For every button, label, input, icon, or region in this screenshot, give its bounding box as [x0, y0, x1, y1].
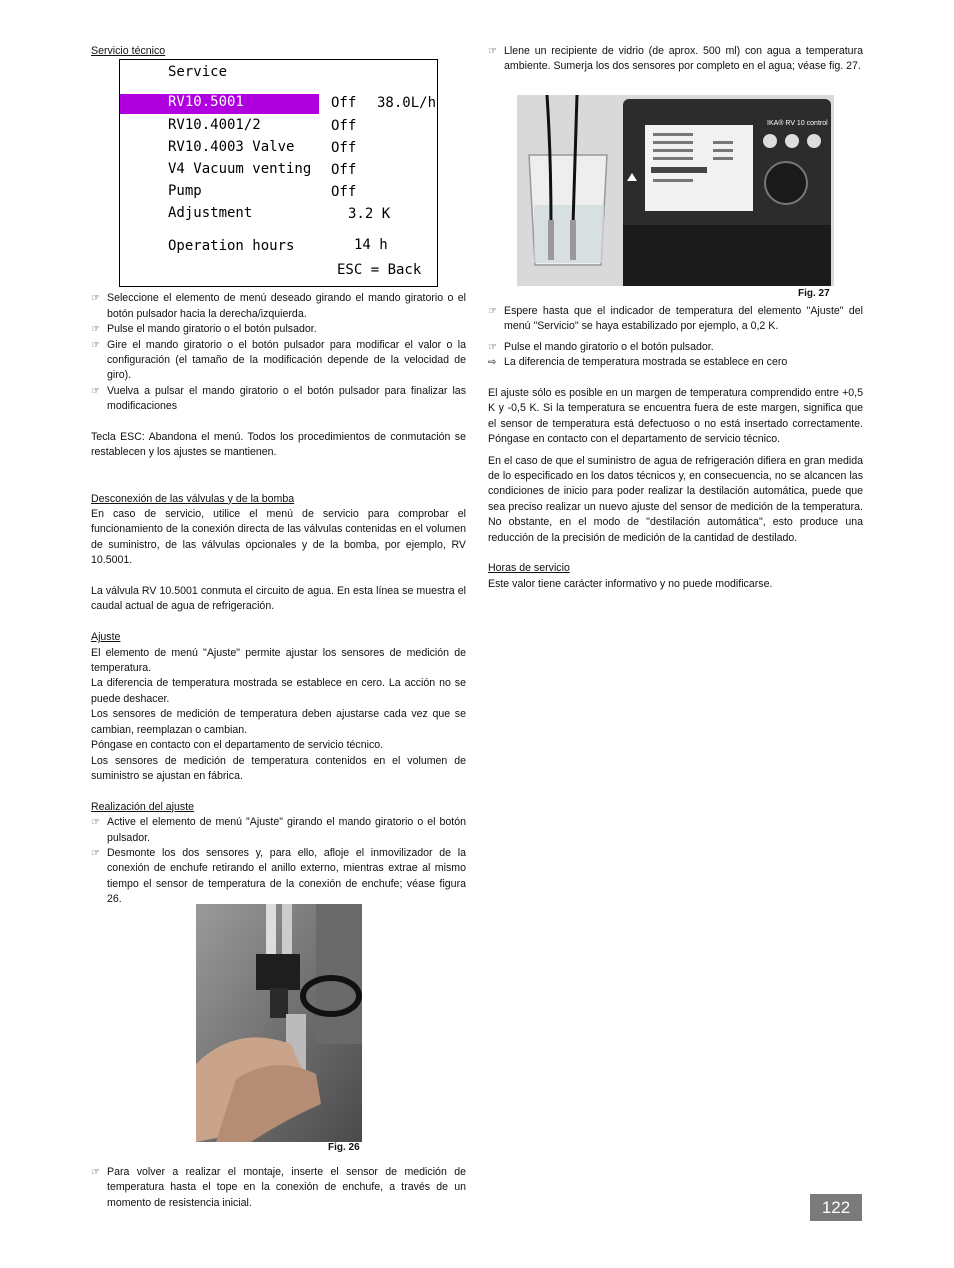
adjust-line: La diferencia de temperatura mostrada se establece en cero. La acción no se puede deshacer. [91, 677, 466, 705]
menu-value-rv104003-valve: Off [331, 140, 357, 157]
pointing-hand-icon: ☞ [91, 1167, 100, 1178]
screen-title: Service [168, 64, 228, 81]
adjust-line: Los sensores de medición de temperatura deben ajustarse cada vez que se cambian, reemplazan o cambian. [91, 708, 466, 736]
pointing-hand-icon: ☞ [91, 817, 100, 829]
hours-paragraph: Este valor tiene carácter informativo y no puede modificarse. [488, 577, 773, 590]
page-number: 122 [810, 1194, 862, 1221]
right-column-lower [488, 304, 863, 592]
pointing-hand-icon: ☞ [91, 324, 100, 336]
esc-paragraph: Tecla ESC: Abandona el menú. Todos los procedimientos de conmutación se restablecen y los ajustes se mantienen. [91, 431, 466, 459]
fig27-photo [517, 95, 834, 286]
cooling-paragraph: En el caso de que el suministro de agua de refrigeración difiera en gran medida de lo especificado en los datos técnicos y, en consecuencia, no se alcancen las condiciones de inicio para poder realizar la destilación automática, puede que sea preciso realizar un nuevo ajuste del sensor de medición de la temperatura. No obstante, en el modo de "destilación automática", esto produce una reducción de la precisión de medición de la cantidad de destilado. [488, 454, 863, 544]
list-item: ☞ Desmonte los dos sensores y, para ello, afloje el inmovilizador de la conexión de enchufe retirando el anillo externo, mientras extrae al mismo tiempo el sensor de temperatura de la conexión de enchufe; véase figura 26. [91, 846, 466, 908]
menu-value-rv105001: Off [331, 95, 357, 112]
esc-hint: ESC = Back [337, 262, 422, 279]
left-column [91, 44, 466, 908]
list-item: ☞ Para volver a realizar el montaje, inserte el sensor de medición de temperatura hasta el tope en la conexión de enchufe, a través de un momento de resistencia inicial. [91, 1165, 466, 1211]
heading-procedure: Realización del ajuste [91, 800, 195, 813]
range-paragraph: El ajuste sólo es posible en un margen de temperatura comprendido entre +0,5 K y -0,5 K. Si la temperatura se encuentra fuera de este margen, significa que el sensor de temperatura está defectuoso o no está insertado correctamente. Póngase en contacto con el departamento de servicio técnico. [488, 387, 863, 446]
pointing-hand-icon: ☞ [488, 46, 497, 57]
right-column [488, 44, 863, 75]
pointing-hand-icon: ☞ [91, 293, 100, 305]
menu-value-rv1040012: Off [331, 118, 357, 135]
menu-value-adjustment: 3.2 K [348, 206, 391, 223]
heading-adjust: Ajuste [91, 631, 121, 644]
adjust-line: Póngase en contacto con el departamento de servicio técnico. [91, 739, 384, 752]
pointing-hand-icon: ☞ [91, 339, 100, 351]
menu-value-pump: Off [331, 184, 357, 201]
list-item: ☞ Gire el mando giratorio o el botón pulsador para modificar el valor o la configuración (el tamaño de la modificación depende de la velocidad de giro). [91, 338, 466, 384]
list-item: ☞ Vuelva a pulsar el mando giratorio o el botón pulsador para finalizar las modificaciones [91, 384, 466, 415]
menu-item-operation-hours[interactable]: Operation hours [168, 238, 295, 255]
valve-paragraph: La válvula RV 10.5001 conmuta el circuito de agua. En esta línea se muestra el caudal actual de agua de refrigeración. [91, 585, 466, 613]
menu-item-adjustment[interactable]: Adjustment [168, 205, 253, 222]
list-item: ☞ Espere hasta que el indicador de temperatura del elemento "Ajuste" del menú "Servicio" se haya estabilizado por ejemplo, a 0,2 K. [488, 304, 863, 335]
menu-item-rv1040012[interactable]: RV10.4001/2 [168, 117, 261, 134]
result-item: ⇨ La diferencia de temperatura mostrada se establece en cero [488, 355, 863, 370]
adjust-line: Los sensores de medición de temperatura contenidos en el volumen de suministro se ajustan en fábrica. [91, 754, 466, 782]
arrow-right-icon: ⇨ [488, 357, 497, 369]
list-item: ☞ Active el elemento de menú "Ajuste" girando el mando giratorio o el botón pulsador. [91, 815, 466, 846]
list-item: ☞ Pulse el mando giratorio o el botón pulsador. [488, 340, 863, 355]
menu-item-rv105001[interactable]: RV10.5001 [168, 94, 244, 111]
pointing-hand-icon: ☞ [488, 306, 497, 317]
menu-value-operation-hours: 14 h [354, 237, 388, 254]
disconnect-paragraph: En caso de servicio, utilice el menú de servicio para comprobar el funcionamiento de la conexión directa de las válvulas contenidas en el volumen de suministro, de las válvulas opcionales y de la bomba, por ejemplo, RV 10.5001. [91, 508, 466, 567]
menu-item-vacuum-venting[interactable]: V4 Vacuum venting [168, 161, 312, 178]
heading-service: Servicio técnico [91, 45, 166, 57]
menu-value-vacuum-venting: Off [331, 162, 357, 179]
list-item: ☞ Pulse el mando giratorio o el botón pulsador. [91, 322, 466, 337]
left-column-end [91, 1165, 466, 1211]
menu-item-rv104003-valve[interactable]: RV10.4003 Valve [168, 139, 295, 156]
menu-item-pump[interactable]: Pump [168, 183, 202, 200]
heading-hours: Horas de servicio [488, 562, 570, 575]
heading-disconnect: Desconexión de las válvulas y de la bomba [91, 492, 295, 505]
menu-flow-rv105001: 38.0L/h [377, 95, 437, 112]
adjust-line: El elemento de menú "Ajuste" permite ajustar los sensores de medición de temperatura. [91, 646, 466, 675]
fig26-caption: Fig. 26 [328, 1142, 360, 1153]
device-label: IKA® RV 10 control [767, 120, 828, 127]
fig27-caption: Fig. 27 [798, 288, 830, 299]
pointing-hand-icon: ☞ [488, 341, 497, 353]
pointing-hand-icon: ☞ [91, 847, 100, 859]
service-menu-screen [119, 59, 438, 287]
pointing-hand-icon: ☞ [91, 385, 100, 397]
list-item: ☞ Seleccione el elemento de menú deseado girando el mando giratorio o el botón pulsador hacia la derecha/izquierda. [91, 291, 466, 322]
list-item: ☞ Llene un recipiente de vidrio (de aprox. 500 ml) con agua a temperatura ambiente. Sumerja los dos sensores por completo en el agua; véase fig. 27. [488, 44, 863, 75]
fig26-photo [196, 904, 362, 1142]
